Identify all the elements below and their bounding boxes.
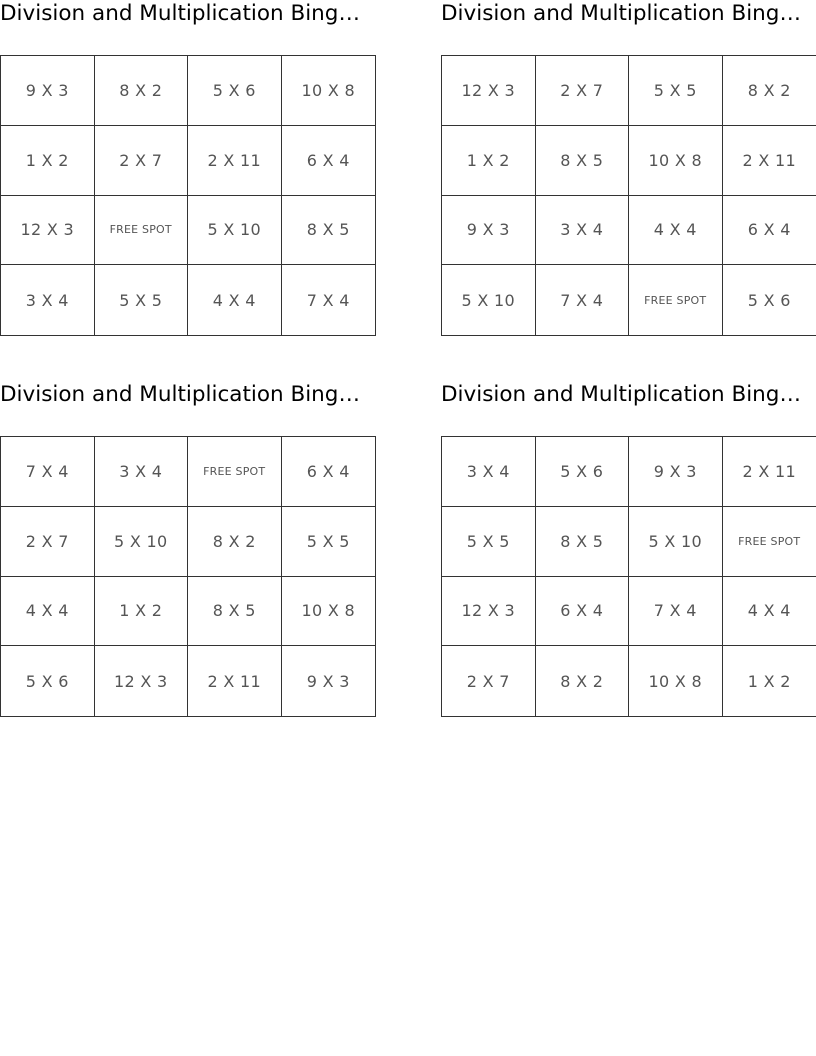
bingo-grid [441, 55, 816, 336]
bingo-grid [0, 436, 376, 717]
bingo-card-2 [441, 0, 816, 310]
bingo-cell: 9 X 3 [1, 56, 95, 126]
bingo-cell: 3 X 4 [95, 437, 189, 507]
bingo-cell: 12 X 3 [95, 646, 189, 716]
card-title: Division and Multiplication Bing… [441, 1, 801, 26]
bingo-cell: 10 X 8 [282, 56, 376, 126]
bingo-grid [441, 436, 816, 717]
bingo-cell: FREE SPOT [95, 196, 189, 266]
bingo-cell: 7 X 4 [536, 265, 630, 335]
bingo-cell: 6 X 4 [723, 196, 816, 266]
bingo-cell: 4 X 4 [188, 265, 282, 335]
bingo-cell: 8 X 5 [536, 126, 630, 196]
bingo-cell: 8 X 2 [95, 56, 189, 126]
bingo-cell: 3 X 4 [442, 437, 536, 507]
bingo-cell: 2 X 7 [1, 507, 95, 577]
bingo-cell: 8 X 2 [188, 507, 282, 577]
bingo-cell: 5 X 10 [95, 507, 189, 577]
bingo-cell: 5 X 6 [188, 56, 282, 126]
card-title: Division and Multiplication Bing… [441, 382, 801, 407]
bingo-cell: FREE SPOT [723, 507, 816, 577]
bingo-cell: 10 X 8 [282, 577, 376, 647]
bingo-cell: 8 X 2 [536, 646, 630, 716]
bingo-cell: 1 X 2 [1, 126, 95, 196]
bingo-cell: FREE SPOT [188, 437, 282, 507]
bingo-cell: 4 X 4 [1, 577, 95, 647]
bingo-cell: 6 X 4 [282, 437, 376, 507]
bingo-cell: 7 X 4 [629, 577, 723, 647]
bingo-cell: 9 X 3 [442, 196, 536, 266]
bingo-cell: 2 X 7 [95, 126, 189, 196]
bingo-cell: 2 X 11 [188, 126, 282, 196]
bingo-cell: 5 X 6 [747, 290, 791, 310]
bingo-cell: 6 X 4 [536, 577, 630, 647]
bingo-cell: 5 X 5 [282, 507, 376, 577]
bingo-cell: 8 X 5 [188, 577, 282, 647]
bingo-cell: 12 X 3 [1, 196, 95, 266]
bingo-cell: 9 X 3 [629, 437, 723, 507]
bingo-cell: 2 X 11 [723, 437, 816, 507]
bingo-cell: 10 X 8 [629, 126, 723, 196]
bingo-cell: 7 X 4 [306, 290, 350, 310]
bingo-cell: 5 X 5 [442, 507, 536, 577]
bingo-cell: 5 X 10 [188, 196, 282, 266]
bingo-cell: 2 X 11 [188, 646, 282, 716]
bingo-cell: 4 X 4 [723, 577, 816, 647]
bingo-cell: 8 X 5 [282, 196, 376, 266]
bingo-cell: FREE SPOT [629, 265, 723, 335]
bingo-cell: 4 X 4 [629, 196, 723, 266]
bingo-cell: 9 X 3 [306, 671, 350, 691]
bingo-grid [0, 55, 376, 336]
bingo-cell: 5 X 5 [629, 56, 723, 126]
bingo-cell: 12 X 3 [442, 56, 536, 126]
bingo-cell: 2 X 11 [723, 126, 816, 196]
bingo-card-4 [441, 381, 816, 691]
bingo-cell: 5 X 10 [629, 507, 723, 577]
card-title: Division and Multiplication Bing… [0, 382, 360, 407]
bingo-cell: 2 X 7 [536, 56, 630, 126]
bingo-cell: 2 X 7 [442, 646, 536, 716]
bingo-cell: 10 X 8 [629, 646, 723, 716]
bingo-cell: 1 X 2 [747, 671, 791, 691]
bingo-cell: 5 X 6 [1, 646, 95, 716]
bingo-cell: 3 X 4 [1, 265, 95, 335]
bingo-cell: 8 X 2 [723, 56, 816, 126]
bingo-cell: 12 X 3 [442, 577, 536, 647]
bingo-cell: 1 X 2 [95, 577, 189, 647]
card-title: Division and Multiplication Bing… [0, 1, 360, 26]
bingo-cell: 8 X 5 [536, 507, 630, 577]
bingo-cell: 5 X 6 [536, 437, 630, 507]
bingo-cell: 3 X 4 [536, 196, 630, 266]
bingo-cell: 7 X 4 [1, 437, 95, 507]
bingo-cell: 5 X 5 [95, 265, 189, 335]
bingo-cell: 5 X 10 [442, 265, 536, 335]
bingo-cell: 6 X 4 [282, 126, 376, 196]
bingo-card-3 [0, 381, 375, 691]
bingo-cell: 1 X 2 [442, 126, 536, 196]
bingo-card-1 [0, 0, 375, 310]
